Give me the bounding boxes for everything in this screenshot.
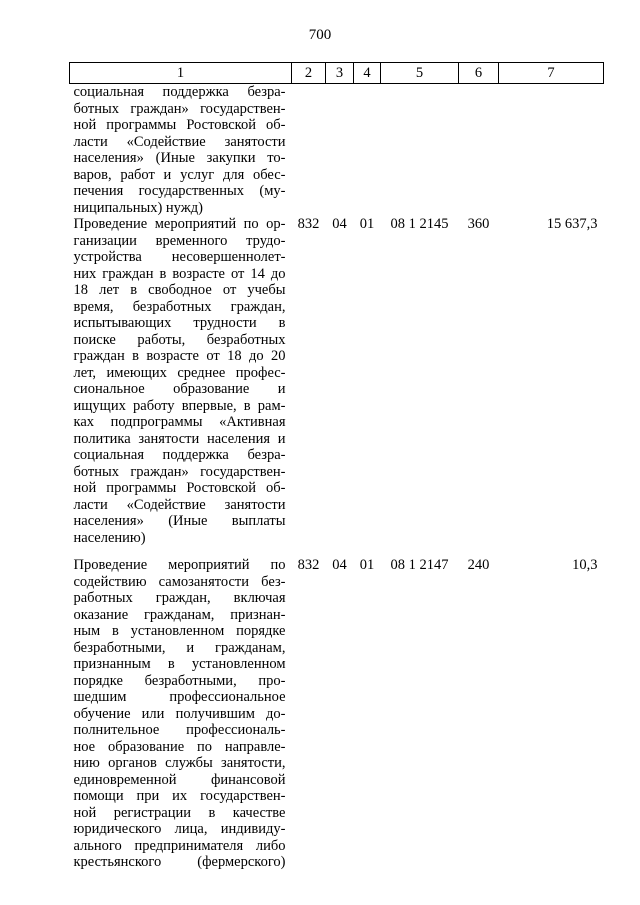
column-header-1: 1 xyxy=(70,63,292,84)
cell-expense-type: 360 xyxy=(467,216,490,232)
column-header-4: 4 xyxy=(354,63,381,84)
description-line: время, безработных граждан, xyxy=(73,298,286,315)
description-line: ной программы Ростовской об- xyxy=(73,480,286,496)
description-line: ботных граждан» государствен- xyxy=(73,463,286,480)
description-line: ищущих работу впервые, в рам- xyxy=(73,397,286,414)
cell-section xyxy=(326,84,354,217)
cell-target-article: 08 1 2147 xyxy=(390,557,449,573)
column-header-7: 7 xyxy=(499,63,604,84)
description-line: печения государственных (му- xyxy=(73,183,286,199)
cell-target-article xyxy=(381,84,459,217)
description-line: Проведение мероприятий по xyxy=(73,557,286,573)
description-line: социальная поддержка безра- xyxy=(73,84,286,100)
description-line: оказание гражданам, признан- xyxy=(73,606,286,623)
description-line: работных граждан, включая xyxy=(73,590,286,606)
column-header-5: 5 xyxy=(381,63,459,84)
description-line: граждан в возрасте от 18 до 20 xyxy=(73,348,286,364)
description-line: безработными, и гражданам, xyxy=(73,639,286,656)
cell-amount xyxy=(499,84,604,217)
cell-subsection xyxy=(354,84,381,217)
description-line: помощи при их государствен- xyxy=(73,788,286,804)
description-line: населения» (Иные закупки то- xyxy=(73,150,286,166)
description-line: лет, имеющих среднее профес- xyxy=(73,364,286,381)
description-line: поиске работы, безработных xyxy=(73,331,286,348)
description-line: обучение или получившим до- xyxy=(73,705,286,722)
cell-ministry: 832 xyxy=(297,216,320,232)
description-line: ганизации временного трудо- xyxy=(73,232,286,249)
table-row xyxy=(70,216,604,557)
description-line: сиональное образование и xyxy=(73,381,286,397)
description-line: ниципальных) нужд) xyxy=(73,199,203,216)
description-line: ным в установленном порядке xyxy=(73,623,286,639)
description-line: социальная поддержка безра- xyxy=(73,447,286,463)
table-row xyxy=(70,84,604,217)
description-line: ласти «Содействие занятости xyxy=(73,496,286,513)
description-line: крестьянского (фермерского) xyxy=(73,854,286,870)
description-line: варов, работ и услуг для обес- xyxy=(73,166,286,183)
column-header-2: 2 xyxy=(292,63,326,84)
description-line: ального предпринимателя либо xyxy=(73,837,286,854)
description-line: шедшим профессиональное xyxy=(73,689,286,705)
description-line: ной программы Ростовской об- xyxy=(73,117,286,133)
description-line: них граждан в возрасте от 14 до xyxy=(73,265,286,282)
description-line: Проведение мероприятий по ор- xyxy=(73,216,286,232)
description-line: населению) xyxy=(73,529,146,546)
description-line: единовременной финансовой xyxy=(73,771,286,788)
description-line: ках подпрограммы «Активная xyxy=(73,414,286,430)
description-line: ное образование по направле- xyxy=(73,738,286,755)
page-number: 700 xyxy=(308,27,332,43)
column-header-3: 3 xyxy=(326,63,354,84)
cell-expense-type xyxy=(459,84,499,217)
table-row xyxy=(70,557,604,883)
cell-section: 04 xyxy=(332,557,347,573)
cell-amount: 10,3 xyxy=(572,557,598,573)
header-row xyxy=(70,63,604,84)
description-line: политика занятости населения и xyxy=(73,430,286,447)
cell-section: 04 xyxy=(332,216,347,232)
description-line: ботных граждан» государствен- xyxy=(73,100,286,117)
description-line: устройства несовершеннолет- xyxy=(73,249,286,265)
description-line: признанным в установленном xyxy=(73,656,286,672)
description-line: полнительное профессиональ- xyxy=(73,722,286,738)
description-line: испытывающих трудности в xyxy=(73,315,286,331)
description-line: нию органов службы занятости, xyxy=(73,755,286,771)
description-line: содействию самозанятости без- xyxy=(73,573,286,590)
cell-target-article: 08 1 2145 xyxy=(390,216,449,232)
row-description xyxy=(70,84,292,217)
row-description xyxy=(70,557,292,883)
description-line: населения» (Иные выплаты xyxy=(73,513,286,529)
description-line: порядке безработными, про- xyxy=(73,672,286,689)
budget-table xyxy=(69,62,604,883)
cell-subsection: 01 xyxy=(359,557,375,573)
description-line: ласти «Содействие занятости xyxy=(73,133,286,150)
description-line: ной регистрации в качестве xyxy=(73,804,286,821)
description-line: 18 лет в свободное от учебы xyxy=(73,282,286,298)
cell-ministry xyxy=(292,84,326,217)
cell-subsection: 01 xyxy=(359,216,375,232)
cell-ministry: 832 xyxy=(297,557,320,573)
description-line: юридического лица, индивиду- xyxy=(73,821,286,837)
cell-amount: 15 637,3 xyxy=(546,216,598,232)
row-description xyxy=(70,216,292,557)
cell-expense-type: 240 xyxy=(467,557,490,573)
column-header-6: 6 xyxy=(459,63,499,84)
